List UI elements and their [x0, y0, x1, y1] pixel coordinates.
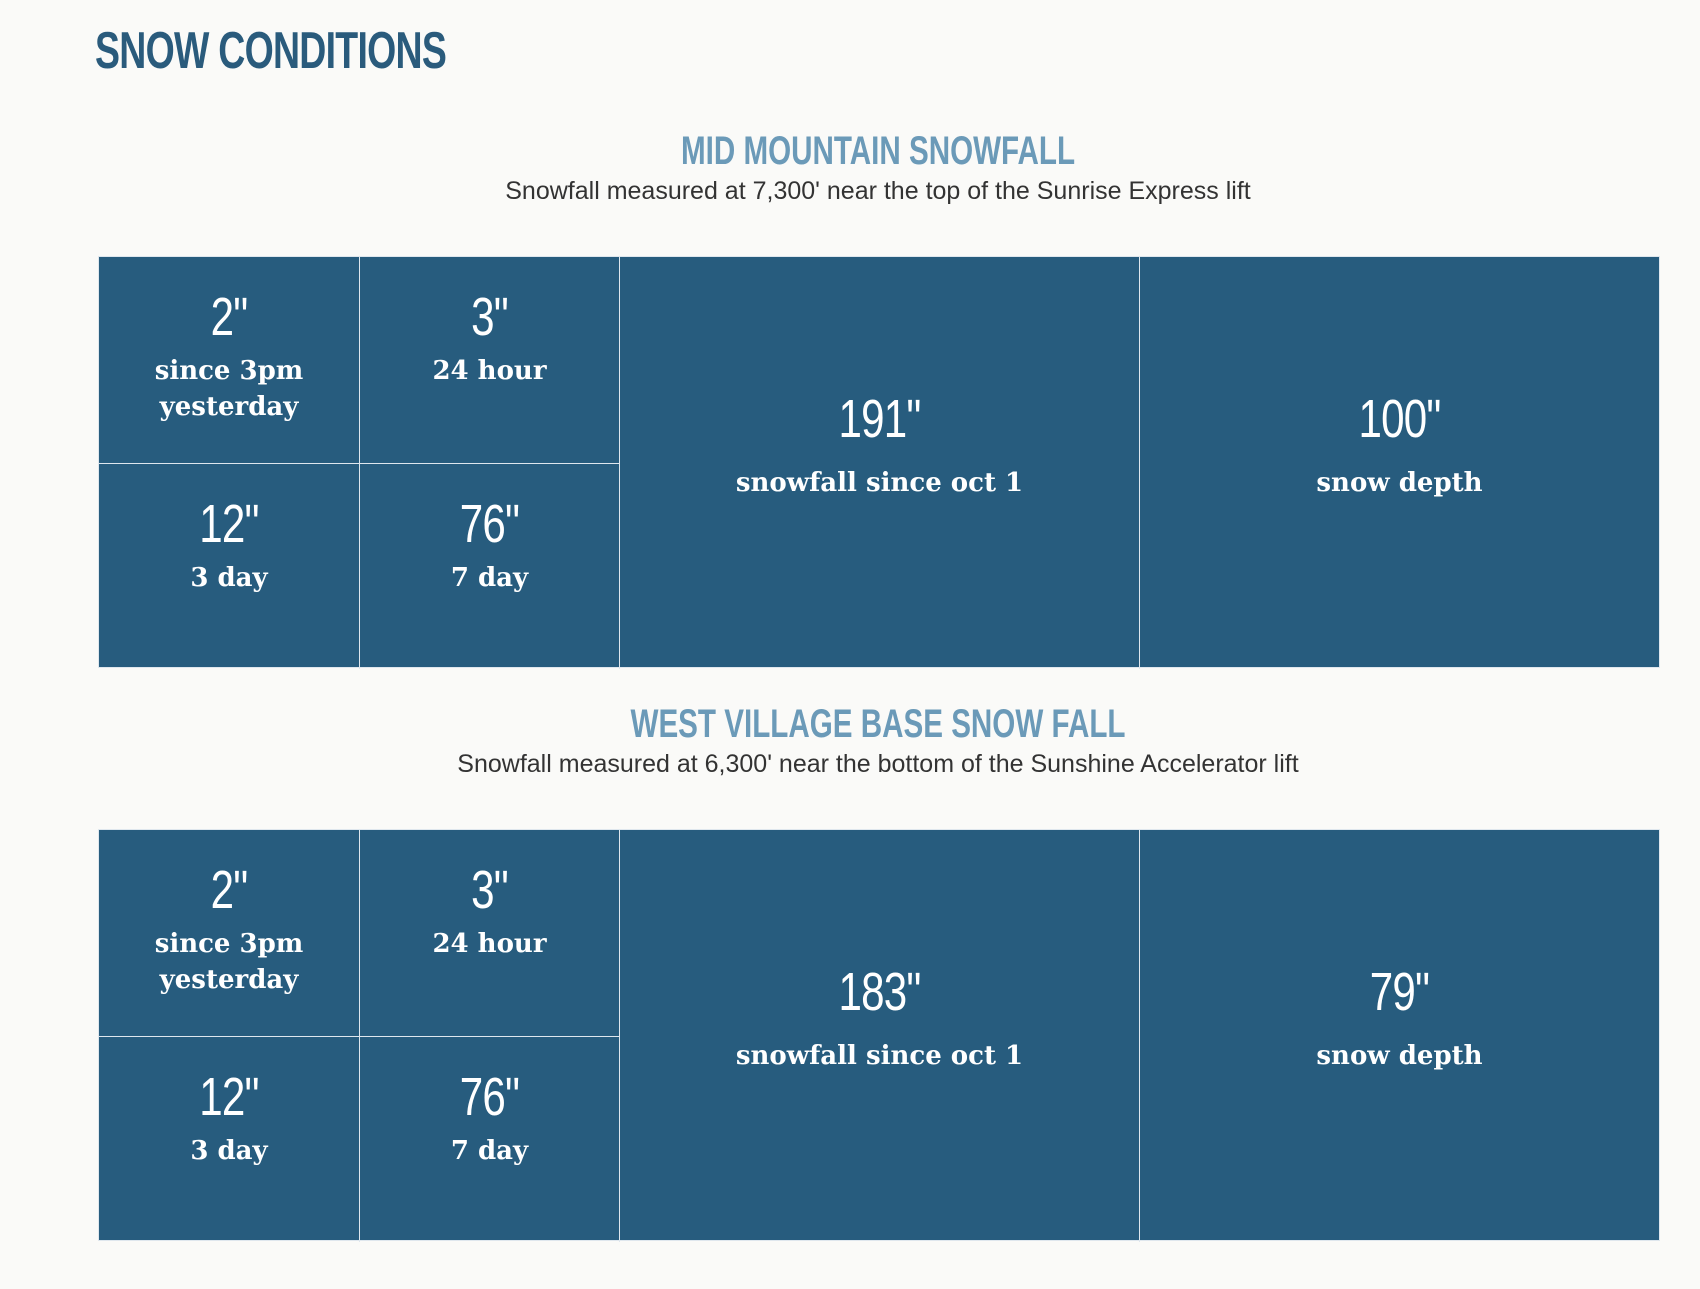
- stat-value: 3": [471, 287, 508, 347]
- stat-value: 183": [838, 962, 921, 1022]
- stat-value: 2": [210, 287, 248, 347]
- stat-value: 191": [838, 389, 921, 449]
- stat-label: 24 hour: [432, 929, 547, 959]
- stat-snow-depth: [1139, 257, 1659, 669]
- stat-7-day: [359, 463, 619, 669]
- stat-snow-depth: [1139, 830, 1659, 1242]
- stat-24-hour: [359, 257, 619, 463]
- stat-value: 100": [1358, 389, 1441, 449]
- west-village-subtitle: Snowfall measured at 6,300' near the bottom of the Sunshine Accelerator lift: [457, 750, 1299, 778]
- west-village-header: [0, 701, 1700, 781]
- west-village-stats-grid: [98, 829, 1660, 1241]
- stat-since-3pm: [99, 257, 359, 463]
- stat-7-day: [359, 1036, 619, 1242]
- stat-label: since 3pm yesterday: [154, 356, 304, 422]
- mid-mountain-header: [0, 128, 1700, 208]
- stat-value: 12": [199, 494, 259, 554]
- mid-mountain-stats-grid: [98, 256, 1660, 668]
- stat-label: 3 day: [190, 563, 268, 593]
- stat-value: 76": [459, 1067, 520, 1127]
- stat-value: 79": [1369, 962, 1430, 1022]
- stat-value: 76": [459, 494, 520, 554]
- stat-since-3pm: [99, 830, 359, 1036]
- west-village-title: WEST VILLAGE BASE SNOW FALL: [630, 702, 1126, 746]
- stat-label: snow depth: [1316, 1041, 1483, 1071]
- stat-3-day: [99, 1036, 359, 1242]
- stat-label: snowfall since oct 1: [735, 468, 1024, 498]
- stat-label: 24 hour: [432, 356, 547, 386]
- stat-season-snowfall: [619, 257, 1139, 669]
- stat-label: 3 day: [190, 1136, 268, 1166]
- stat-value: 3": [471, 860, 508, 920]
- stat-value: 12": [199, 1067, 259, 1127]
- stat-label: since 3pm yesterday: [154, 929, 304, 995]
- stat-label: 7 day: [450, 1136, 529, 1166]
- stat-season-snowfall: [619, 830, 1139, 1242]
- stat-3-day: [99, 463, 359, 669]
- stat-24-hour: [359, 830, 619, 1036]
- stat-value: 2": [210, 860, 248, 920]
- stat-label: snow depth: [1316, 468, 1483, 498]
- mid-mountain-subtitle: Snowfall measured at 7,300' near the top of the Sunrise Express lift: [505, 177, 1251, 205]
- page-title: SNOW CONDITIONS: [95, 22, 447, 80]
- mid-mountain-title: MID MOUNTAIN SNOWFALL: [680, 129, 1076, 173]
- stat-label: 7 day: [450, 563, 529, 593]
- stat-label: snowfall since oct 1: [735, 1041, 1024, 1071]
